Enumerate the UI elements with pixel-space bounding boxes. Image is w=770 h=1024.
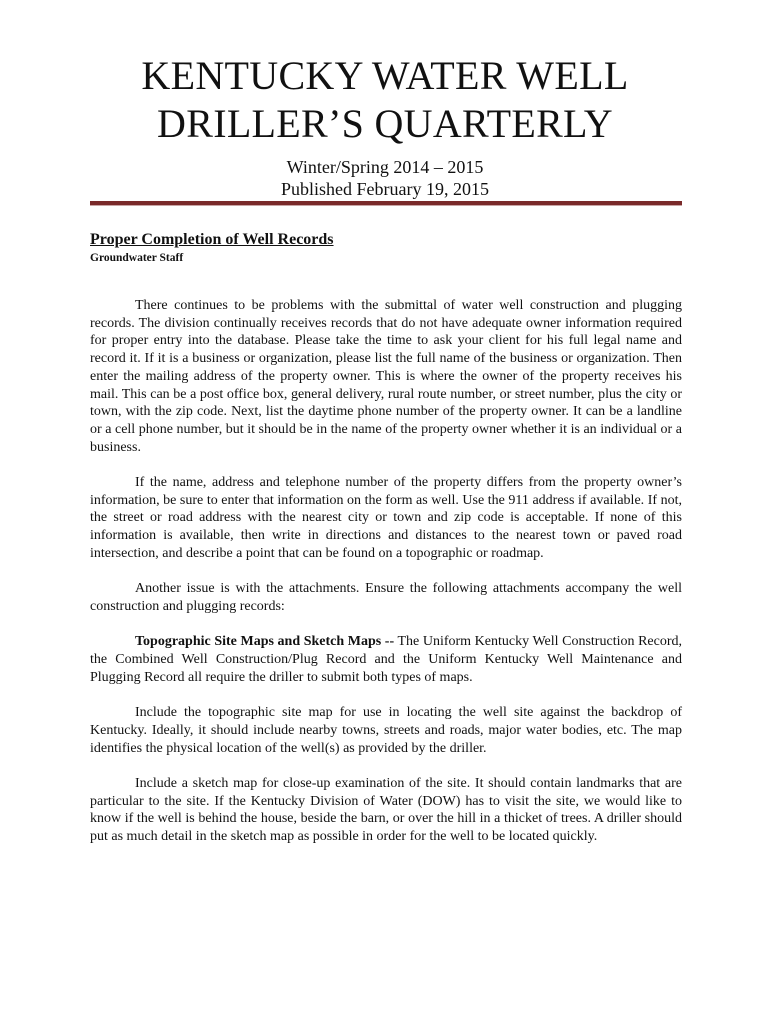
article-title: Proper Completion of Well Records <box>90 231 334 248</box>
maps-lead-heading: Topographic Site Maps and Sketch Maps -- <box>135 634 395 650</box>
newsletter-title-line-2: DRILLER’S QUARTERLY <box>157 101 613 146</box>
newsletter-title-line-1: KENTUCKY WATER WELL <box>141 53 629 98</box>
paragraph-sketch-map: Include a sketch map for close-up examination of the site. It should contain landmarks that are particular to the site. If the Kentucky Division of Water (DOW) has to visit the site, we would like to know if the well is behind the house, beside the barn, or over the hill in a thicket of trees. A driller should put as much detail in the sketch map as possible in order for the well to be located quickly. <box>90 775 682 845</box>
article <box>90 230 682 846</box>
publish-date: Published February 19, 2015 <box>281 179 489 199</box>
issue-season: Winter/Spring 2014 – 2015 <box>286 157 484 177</box>
paragraph-attachments: Another issue is with the attachments. Ensure the following attachments accompany the well construction and plugging records: <box>90 581 682 614</box>
paragraph-address: If the name, address and telephone number of the property differs from the property owner’s information, be sure to enter that information on the form as well. Use the 911 address if available. If not, the street or road address with the nearest city or town and zip code is acceptable. If none of this information is available, then write in directions and distances to the nearest town or paved road intersection, and describe a point that can be found on a topographic or roadmap. <box>90 475 682 561</box>
paragraph-owner-info: There continues to be problems with the submittal of water well construction and plugging records. The division continually receives records that do not have adequate owner information required for proper entry into the database. Please take the time to ask your client for his full legal name and record it. If it is a business or organization, please list the full name of the business or organization. Then enter the mailing address of the property owner. This is where the owner of the property receives his mail. This can be a post office box, general delivery, rural route number, or street number, plus the city or town, with the zip code. Next, list the daytime phone number of the property owner. It can be a landline or a cell phone number, but it should be in the name of the property owner whether it is an individual or a business. <box>90 298 682 455</box>
paragraph-maps <box>90 633 682 686</box>
masthead <box>0 52 770 200</box>
maps-lead-text: The Uniform Kentucky Well Construction Record, the Combined Well Construction/Plug Record and the Uniform Kentucky Well Maintenance and Plugging Record all require the driller to submit both types of maps. <box>90 634 682 685</box>
paragraph-topographic-map: Include the topographic site map for use in locating the well site against the backdrop of Kentucky. Ideally, it should include nearby towns, streets and roads, major water bodies, etc. The map identifies the physical location of the well(s) as provided by the driller. <box>90 705 682 756</box>
article-byline: Groundwater Staff <box>90 252 184 264</box>
header-divider <box>90 201 682 206</box>
